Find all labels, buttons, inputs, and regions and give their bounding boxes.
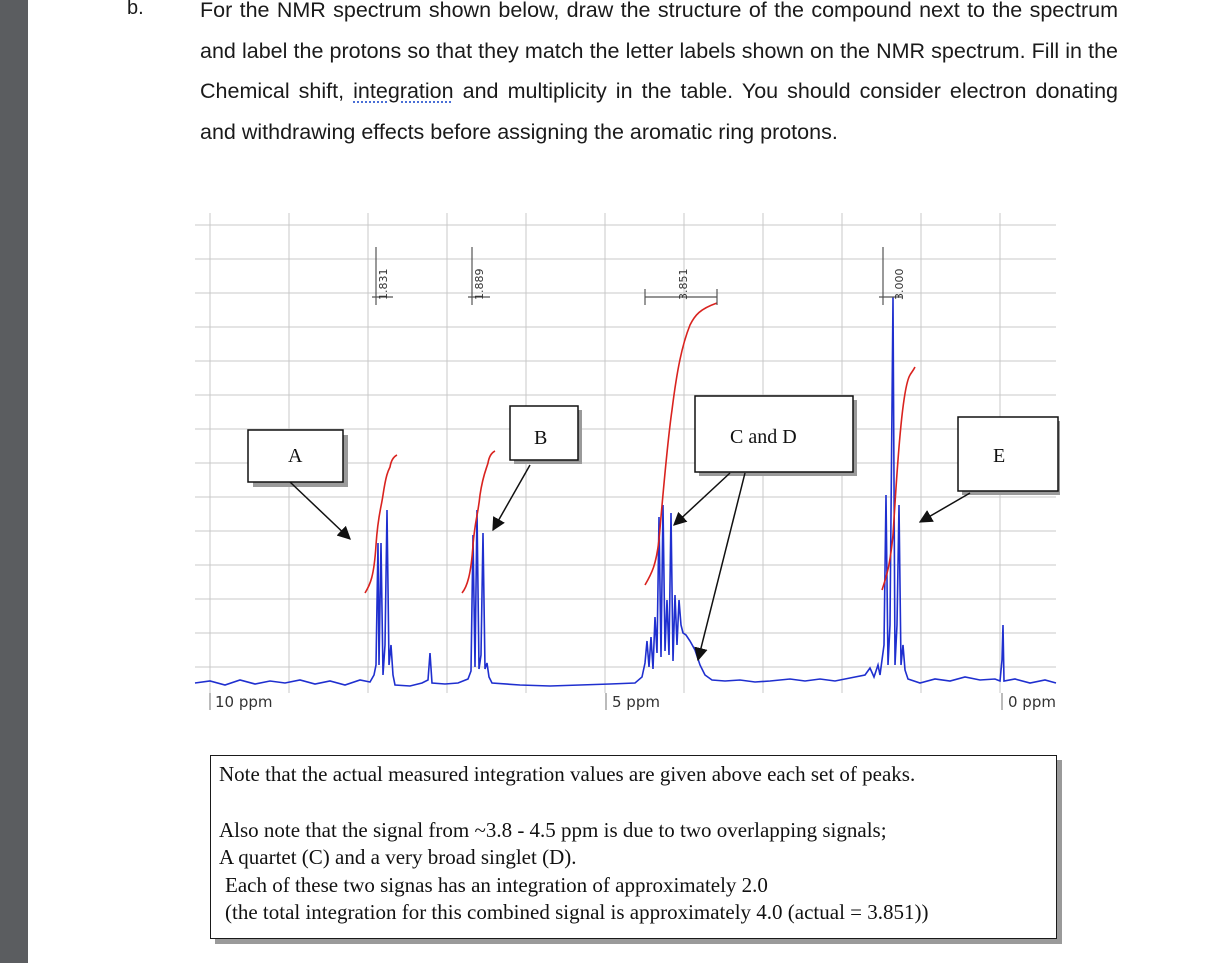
integration-marker-2 (468, 247, 490, 305)
spellcheck-underlined-word[interactable]: integration (353, 79, 454, 104)
integration-value-3: 3.851 (677, 268, 690, 300)
question-text-part1: For the NMR spectrum shown below, draw the structure of the compound next to the spectrum and label the protons so that they match the letter labels shown on the NMR spectrum. Fill in the Chemical shift, (200, 0, 1118, 104)
note-box (210, 755, 1057, 939)
integration-value-1: 1.831 (377, 268, 390, 300)
arrow-c (674, 473, 730, 525)
note-line-1: Note that the actual measured integration values are given above each set of peaks. (219, 762, 916, 786)
label-box-e (958, 417, 1060, 495)
note-line-4: Each of these two signas has an integration of approximately 2.0 (225, 873, 768, 897)
note-line-2: Also note that the signal from ~3.8 - 4.5 ppm is due to two overlapping signals; (219, 818, 887, 842)
svg-text:A: A (288, 445, 303, 467)
spectrum-trace (195, 297, 1056, 686)
note-line-5: (the total integration for this combined signal is approximately 4.0 (actual = 3.851)) (225, 900, 929, 924)
svg-text:C and D: C and D (730, 426, 797, 448)
axis-label-10ppm: 10 ppm (215, 693, 273, 711)
axis-label-5ppm: 5 ppm (612, 693, 660, 711)
label-box-b (510, 406, 582, 464)
nmr-spectrum-figure (190, 205, 1060, 725)
arrow-d (698, 473, 745, 660)
axis-label-0ppm: 0 ppm (1008, 693, 1056, 711)
integration-value-4: 3.000 (893, 268, 906, 300)
document-viewer-margin (0, 0, 28, 963)
label-box-a (248, 430, 348, 487)
integration-marker-3 (645, 269, 717, 306)
note-line-3: A quartet (C) and a very broad singlet (D). (219, 845, 577, 869)
question-text (200, 0, 1118, 153)
arrow-a (290, 482, 350, 539)
label-box-c-and-d (695, 396, 857, 476)
integration-marker-1 (372, 247, 393, 305)
svg-text:B: B (534, 427, 548, 449)
integration-marker-4 (879, 247, 906, 305)
integration-value-2: 1.889 (473, 268, 486, 300)
question-label: b. (127, 0, 144, 19)
svg-text:E: E (993, 445, 1006, 467)
question-text-part2: and multiplicity in the table. You should consider electron donating and withdrawing effects before assigning the aromatic ring protons. (200, 79, 1118, 145)
